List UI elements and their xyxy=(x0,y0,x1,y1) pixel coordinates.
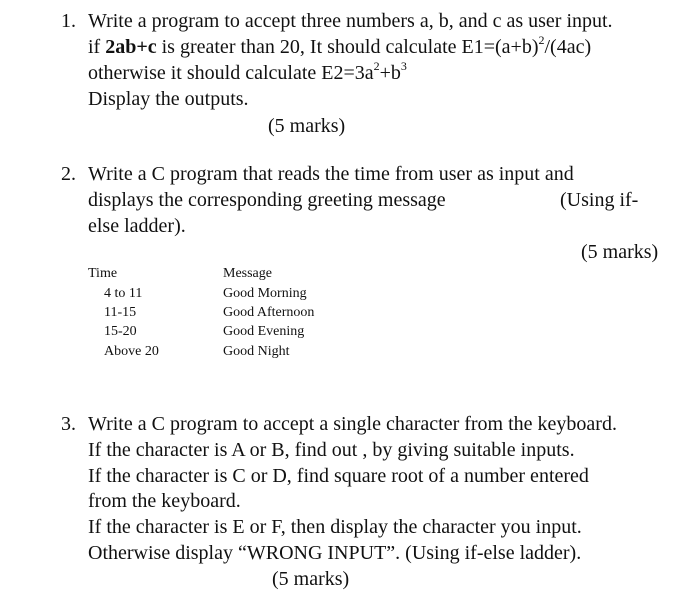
q1-marks: (5 marks) xyxy=(268,115,346,137)
q1-line-2: if 2ab+c is greater than 20, It should calculate $E1=(a+b)^2/(4ac)$ xyxy=(88,33,592,58)
q3-line-3: If the character is C or D, find square root of a number entered xyxy=(88,465,589,487)
q2-line-3: else ladder). xyxy=(88,215,186,237)
q3-marks: (5 marks) xyxy=(272,568,350,590)
table-cell-time: 11-15 xyxy=(104,305,137,320)
q3-line-6: Otherwise display “WRONG INPUT”. (Using if-else ladder). xyxy=(88,542,582,564)
table-cell-message: Good Morning xyxy=(223,286,307,301)
q1-line-4: Display the outputs. xyxy=(88,88,249,110)
table-header-time: Time xyxy=(88,266,118,281)
q3-line-1: Write a C program to accept a single character from the keyboard. xyxy=(88,413,617,435)
table-cell-message: Good Afternoon xyxy=(223,305,315,320)
q3-line-2: If the character is A or B, find out , by giving suitable inputs. xyxy=(88,439,575,461)
q1-line-1: Write a program to accept three numbers a, b, and c as user input. xyxy=(88,10,613,32)
table-header-message: Message xyxy=(223,266,272,281)
q3-number: 3. xyxy=(61,413,76,435)
q3-line-5: If the character is E or F, then display the character you input. xyxy=(88,516,582,538)
q2-marks: (5 marks) xyxy=(581,241,659,263)
q1-number: 1. xyxy=(61,10,76,32)
table-cell-time: 15-20 xyxy=(104,324,137,339)
q1-bold-expression: 2ab+c xyxy=(105,36,157,58)
q2-number: 2. xyxy=(61,163,76,185)
q1-line-3: otherwise it should calculate $E2=3a^2+b^3$ xyxy=(88,59,407,84)
q2-line-2: displays the corresponding greeting message xyxy=(88,189,446,211)
table-cell-message: Good Evening xyxy=(223,324,305,339)
table-cell-time: 4 to 11 xyxy=(104,286,143,301)
q2-line-2-right: (Using if- xyxy=(560,189,639,211)
q2-line-1: Write a C program that reads the time from user as input and xyxy=(88,163,574,185)
table-cell-message: Good Night xyxy=(223,344,290,359)
q3-line-4: from the keyboard. xyxy=(88,490,241,512)
table-cell-time: Above 20 xyxy=(104,344,159,359)
